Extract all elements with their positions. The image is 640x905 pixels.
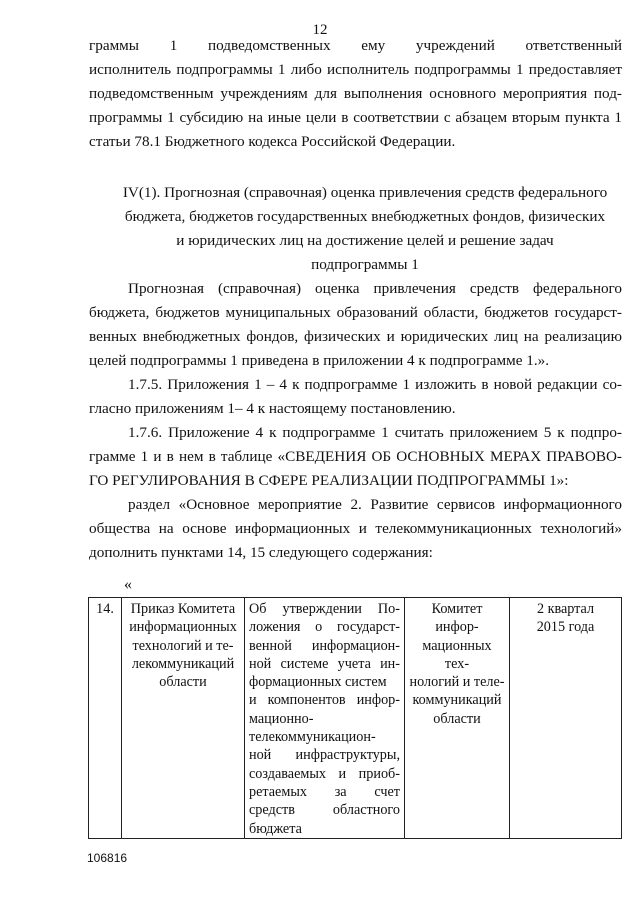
document-type-cell: [122, 598, 245, 839]
cell-line: бюджета: [249, 820, 302, 837]
cell-line: технологий и те-: [132, 637, 234, 654]
heading-line: и юридических лиц на достижение целей и решение задач: [176, 232, 554, 249]
document-title-cell: [245, 598, 405, 839]
measures-table: [88, 597, 622, 839]
heading-line: бюджета, бюджетов государственных внебюджетных фондов, физических: [124, 208, 606, 225]
text-line: целей подпрограммы 1 приведена в приложении 4 к подпрограмме 1.».: [89, 352, 550, 369]
opening-quote: «: [124, 576, 132, 593]
footer-code: 106816: [87, 851, 128, 865]
cell-line: венной информацион-: [249, 637, 400, 654]
cell-line: Комитет инфор-: [431, 601, 483, 636]
text-line: подведомственным учреждениям для выполнения основного мероприятия под-: [89, 85, 622, 102]
cell-line: Приказ Комитета: [130, 601, 236, 617]
deadline-cell: [510, 598, 622, 839]
text-line: ГО РЕГУЛИРОВАНИЯ В СФЕРЕ РЕАЛИЗАЦИИ ПОДПРОГРАММЫ 1»:: [89, 472, 569, 489]
cell-line: ной инфраструктуры,: [249, 747, 400, 764]
text-line: Прогнозная (справочная) оценка привлечения средств федерального: [128, 280, 622, 297]
cell-line: области: [159, 674, 207, 691]
cell-line: 2 квартал: [536, 601, 595, 617]
cell-line: телекоммуникацион-: [249, 729, 376, 746]
text-line: гласно приложениям 1– 4 к настоящему постановлению.: [89, 400, 456, 417]
cell-line: лекоммуникаций: [131, 655, 235, 672]
text-line: статьи 78.1 Бюджетного кодекса Российской Федерации.: [89, 133, 456, 150]
cell-line: ретаемых за счет: [249, 783, 400, 800]
text-line: венных внебюджетных фондов, физических и юридических лиц на реализацию: [89, 328, 622, 345]
text-line: граммы 1 подведомственных ему учреждений ответственный: [89, 37, 622, 54]
text-line: раздел «Основное мероприятие 2. Развитие сервисов информационного: [128, 496, 622, 513]
cell-line: средств областного: [249, 802, 400, 819]
text-line: общества на основе информационных и телекоммуникационных технологий»: [89, 520, 622, 537]
cell-line: мационно-: [249, 710, 314, 727]
paragraph-subsidy: [89, 34, 622, 154]
cell-line: и компонентов инфор-: [249, 692, 400, 709]
text-line: 1.7.6. Приложение 4 к подпрограмме 1 считать приложением 5 к подпро-: [128, 424, 622, 441]
cell-line: нологий и теле-: [409, 674, 505, 691]
page-number: 12: [312, 22, 328, 38]
cell-line: коммуникаций: [412, 692, 502, 709]
section-heading: [110, 181, 620, 277]
text-line: бюджета, бюджетов муниципальных образований области, бюджетов государст-: [89, 304, 622, 321]
cell-line: Об утверждении По-: [249, 601, 400, 617]
text-line: дополнить пунктами 14, 15 следующего содержания:: [89, 544, 433, 561]
heading-line: подпрограммы 1: [311, 256, 419, 273]
heading-line: IV(1). Прогнозная (справочная) оценка привлечения средств федерального: [122, 184, 608, 201]
table-row: [89, 598, 622, 839]
cell-line: формационных систем: [249, 674, 387, 691]
text-line: программы 1 субсидию на иные цели в соответствии с абзацем вторым пункта 1: [89, 109, 622, 126]
cell-line: создаваемых и приоб-: [249, 765, 400, 782]
text-line: грамме 1 и в нем в таблице «СВЕДЕНИЯ ОБ ОСНОВНЫХ МЕРАХ ПРАВОВО-: [89, 448, 622, 465]
cell-line: 2015 года: [536, 619, 595, 636]
cell-line: мационных тех-: [422, 637, 492, 672]
text-line: 1.7.5. Приложения 1 – 4 к подпрограмме 1 изложить в новой редакции со-: [128, 376, 622, 393]
text-line: исполнитель подпрограммы 1 либо исполнитель подпрограммы 1 предоставляет: [89, 61, 622, 78]
responsible-cell: [405, 598, 510, 839]
cell-line: области: [433, 710, 481, 727]
cell-line: ложения о государст-: [249, 619, 400, 636]
cell-line: ной системе учета ин-: [249, 655, 400, 672]
cell-line: информационных: [129, 619, 237, 636]
row-number: 14.: [89, 598, 122, 839]
paragraph-forecast: [89, 277, 622, 565]
